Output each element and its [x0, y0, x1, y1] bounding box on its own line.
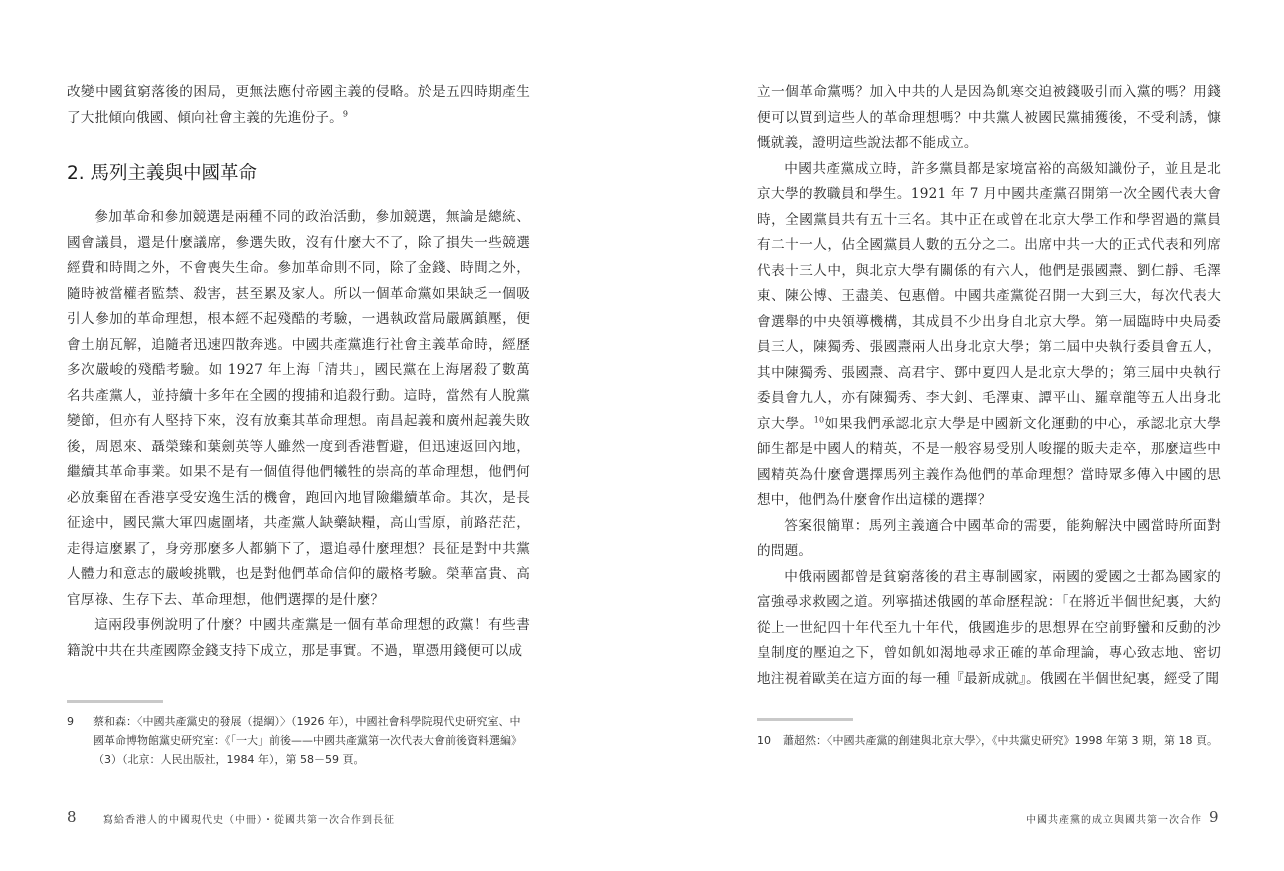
footnote-ref-10: 10: [813, 414, 825, 424]
right-body-text: [757, 80, 1221, 692]
footnote-text: 蕭超然：〈中國共產黨的創建與北京大學〉，《中共黨史研究》1998 年第 3 期，第 18 頁。: [783, 734, 1218, 747]
left-paragraph-continued: [67, 80, 530, 131]
footnote-9: [67, 712, 530, 769]
running-head-left: 寫給香港人的中國現代史（中冊）・從國共第一次合作到長征: [103, 815, 395, 826]
right-paragraph-1: [757, 157, 1221, 514]
footnote-number: 10: [757, 734, 771, 747]
left-paragraph-1: 參加革命和參加競選是兩種不同的政治活動，參加競選，無論是總統、國會議員，還是什麼議席，參選失敗，沒有什麼大不了，除了損失一些競選經費和時間之外，不會喪失生命。參加革命則不同，除了金錢、時間之外，隨時被當權者監禁、殺害，甚至累及家人。所以一個革命黨如果缺乏一個吸引人參加的革命理想，根本經不起殘酷的考驗，一遇執政當局嚴厲鎮壓，便會土崩瓦解，追隨者迅速四散奔逃。中國共產黨進行社會主義革命時，經歷多次嚴峻的殘酷考驗。如 1927 年上海「清共」，國民黨在上海屠殺了數萬名共產黨人，並持續十多年在全國的搜捕和追殺行動。這時，當然有人脫黨變節，但亦有人堅持下來，沒有放棄其革命理想。南昌起義和廣州起義失敗後，周恩來、聶榮臻和葉劍英等人雖然一度到香港暫避，但迅速返回內地，繼續其革命事業。如果不是有一個值得他們犧牲的崇高的革命理想，他們何必放棄留在香港享受安逸生活的機會，跑回內地冒險繼續革命。其次，是長征途中，國民黨大軍四處圍堵，共產黨人缺藥缺糧，高山雪原，前路茫茫，走得這麼累了，身旁那麼多人都躺下了，還追尋什麼理想？長征是對中共黨人體力和意志的嚴峻挑戰，也是對他們革命信仰的嚴格考驗。榮華富貴、高官厚祿、生存下去、革命理想，他們選擇的是什麼？: [67, 209, 530, 608]
footnote-number: 9: [67, 715, 74, 728]
footnote-text: 蔡和森：〈中國共產黨史的發展（提綱）〉（1926 年），中國社會科學院現代史研究室、中國革命博物館黨史研究室：《「一大」前後——中國共產黨第一次代表大會前後資料選編》（3）（北京：人民出版社，1984 年），第 58－59 頁。: [93, 715, 522, 766]
right-paragraph-1-text-b: 如果我們承認北京大學是中國新文化運動的中心，承認北京大學師生都是中國人的精英，不是一般容易受別人唆擺的販夫走卒，那麼這些中國精英為什麼會選擇馬列主義作為他們的革命理想？當時眾多傳入中國的思想中，他們為什麼會作出這樣的選擇？: [757, 415, 1221, 508]
left-body-text: [67, 205, 530, 664]
right-page: [642, 0, 1284, 871]
footnote-ref-9: 9: [342, 108, 349, 118]
footnote-divider: [67, 700, 163, 703]
right-paragraph-2: 答案很簡單：馬列主義適合中國革命的需要，能夠解決中國當時所面對的問題。: [757, 517, 1221, 559]
page-number-left: 8: [67, 808, 77, 826]
page-number-right: 9: [1209, 808, 1219, 826]
right-paragraph-1-text-a: 中國共產黨成立時，許多黨員都是家境富裕的高級知識份子，並且是北京大學的教職員和學生。1921 年 7 月中國共產黨召開第一次全國代表大會時，全國黨員共有五十三名。其中正在或曾在北京大學工作和學習過的黨員有二十一人，佔全國黨員人數的五分之二。出席中共一大的正式代表和列席代表十三人中，與北京大學有關係的有六人，他們是張國燾、劉仁靜、毛澤東、陳公博、王盡美、包惠僧。中國共產黨從召開一大到三大，每次代表大會選舉的中央領導機構，其成員不少出身自北京大學。第一屆臨時中央局委員三人，陳獨秀、張國燾兩人出身北京大學；第二屆中央執行委員會五人，其中陳獨秀、張國燾、高君宇、鄧中夏四人是北京大學的；第三屆中央執行委員會九人，亦有陳獨秀、李大釗、毛澤東、譚平山、羅章龍等五人出身北京大學。: [757, 160, 1221, 432]
footnote-10: [757, 731, 1221, 750]
footnote-divider: [757, 718, 853, 721]
left-opening-text: [67, 80, 530, 131]
left-paragraph-2: 這兩段事例說明了什麼？中國共產黨是一個有革命理想的政黨！有些書籍說中共在共產國際金錢支持下成立，那是事實。不過，單憑用錢便可以成: [67, 617, 530, 659]
right-paragraph-continued: 立一個革命黨嗎？加入中共的人是因為飢寒交迫被錢吸引而入黨的嗎？用錢便可以買到這些人的革命理想嗎？中共黨人被國民黨捕獲後，不受利誘，慷慨就義，證明這些說法都不能成立。: [757, 84, 1221, 151]
right-paragraph-3: 中俄兩國都曾是貧窮落後的君主專制國家，兩國的愛國之士都為國家的富強尋求救國之道。列寧描述俄國的革命歷程說：「在將近半個世紀裏，大約從上一世紀四十年代至九十年代，俄國進步的思想界在空前野蠻和反動的沙皇制度的壓迫之下，曾如飢如渴地尋求正確的革命理論，專心致志地、密切地注視着歐美在這方面的每一種『最新成就』。俄國在半個世紀裏，經受了聞: [757, 568, 1221, 687]
running-head-right: 中國共產黨的成立與國共第一次合作: [1026, 815, 1202, 826]
section-heading: 2. 馬列主義與中國革命: [67, 163, 258, 184]
left-paragraph-continued-text: 改變中國貧窮落後的困局，更無法應付帝國主義的侵略。於是五四時期產生了大批傾向俄國、傾向社會主義的先進份子。: [67, 84, 530, 126]
